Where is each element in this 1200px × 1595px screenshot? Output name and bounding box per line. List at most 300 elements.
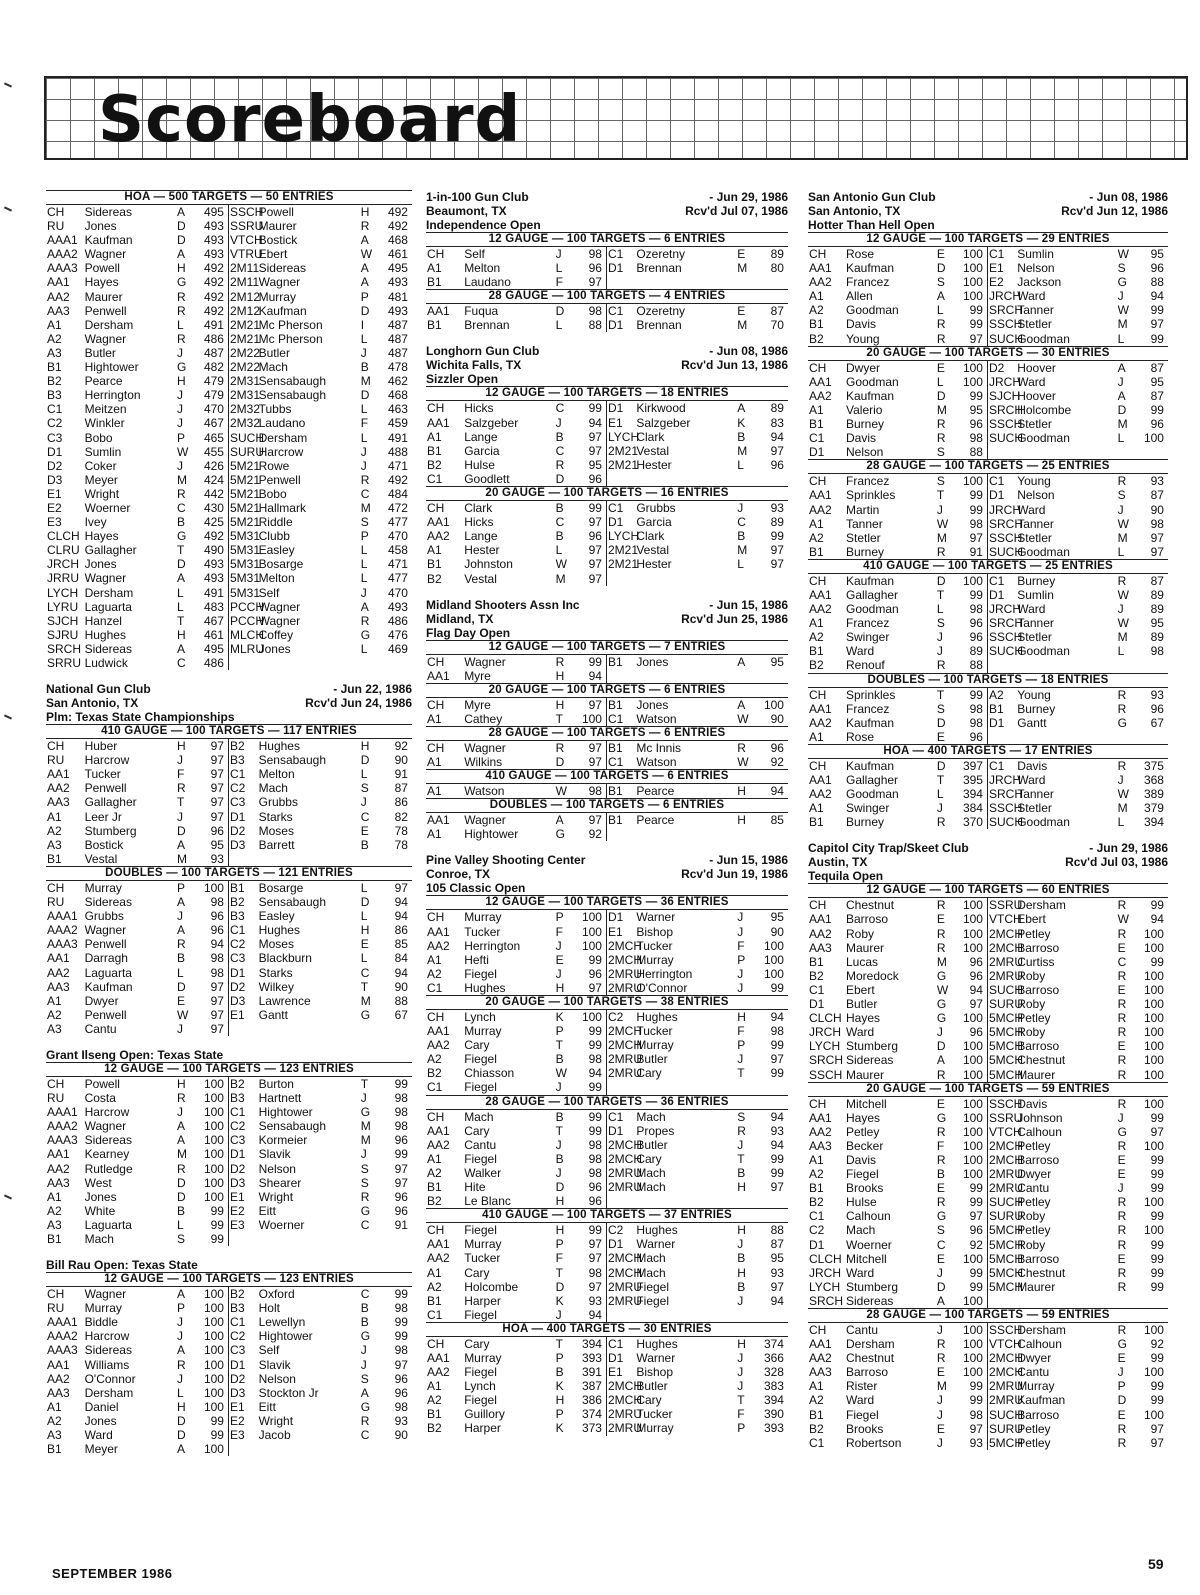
score-cell: 94 [210,937,224,952]
table-row [426,939,606,953]
table-row [808,759,987,773]
initial-cell: C [177,656,186,670]
name-cell: Winkler [84,416,125,431]
table-row [229,233,412,247]
table-row [46,304,228,318]
class-cell: E1 [230,1007,245,1022]
name-cell: West [84,1175,112,1190]
initial-cell: B [555,1151,564,1166]
table-row [229,795,412,809]
score-cell: 100 [962,940,983,955]
table-row [46,205,228,219]
name-cell: Penwell [84,1007,127,1022]
score-cell: 99 [770,980,784,995]
class-cell: RU [47,1091,65,1106]
initial-cell: A [177,837,186,852]
initial-cell: M [737,543,748,558]
initial-cell: W [936,982,949,997]
club-name: Pine Valley Shooting Center [426,853,586,868]
class-cell: AA2 [809,715,832,730]
class-cell: VTCH [989,1337,1022,1352]
class-cell: C1 [427,980,443,995]
class-cell: B2 [230,1076,245,1091]
results-left [46,881,229,1036]
table-row [229,487,412,501]
score-cell: 97 [770,443,784,458]
initial-cell: A [177,205,186,219]
table-row [988,759,1168,773]
initial-cell: J [177,388,184,403]
initial-cell: S [1117,261,1126,276]
initial-cell: J [936,1435,943,1450]
block-spacer [46,1036,412,1048]
score-cell: 488 [387,444,408,459]
name-cell: Goodman [1017,544,1070,559]
table-row [988,716,1168,730]
class-cell: A1 [427,429,442,444]
table-row [988,503,1168,517]
event-info [426,190,788,232]
initial-cell: E [177,993,186,1008]
initial-cell: R [360,613,370,628]
table-row [426,1379,606,1393]
name-cell: Barroso [1017,940,1060,955]
score-cell: 495 [203,641,224,656]
table-row [426,247,606,261]
initial-cell: R [1117,1279,1127,1294]
score-cell: 99 [969,502,983,517]
name-cell: Burney [846,815,885,830]
score-cell: 397 [962,758,983,773]
class-cell: 2MRU [608,1279,643,1294]
score-cell: 100 [962,1011,983,1026]
class-cell: A1 [809,1379,824,1394]
initial-cell: J [936,1265,943,1280]
name-cell: Laguarta [84,965,132,980]
initial-cell: W [555,557,567,572]
score-cell: 96 [394,1133,408,1148]
initial-cell: D [1117,402,1127,417]
name-cell: Wagner [84,1287,127,1302]
score-cell: 99 [969,317,983,332]
name-cell: Hicks [464,401,494,416]
name-cell: Mach [258,781,288,796]
table-row [808,1125,987,1139]
results-right [607,655,788,683]
score-cell: 96 [394,1203,408,1218]
initial-cell: C [177,500,186,515]
score-cell: 492 [387,219,408,234]
name-cell: Self [258,585,280,600]
name-cell: Gallagher [84,795,137,810]
table-row [988,1181,1168,1195]
class-cell: AA2 [809,1124,832,1139]
initial-cell: H [737,813,746,828]
class-cell: C1 [809,1435,825,1450]
class-cell: 2MRU [608,966,643,981]
initial-cell: R [360,472,370,487]
initial-cell: K [555,1379,564,1394]
initial-cell: S [360,1175,369,1190]
table-row [607,1124,788,1138]
class-cell: 2M21 [608,457,639,472]
table-row [808,630,987,644]
initial-cell: R [177,781,186,796]
club-name: Capitol City Trap/Skeet Club [808,841,969,856]
initial-cell: M [360,1133,371,1148]
results-right [607,247,788,289]
score-cell: 98 [394,1091,408,1106]
score-cell: 100 [1143,1138,1164,1153]
score-cell: 95 [770,910,784,925]
initial-cell: B [737,1251,746,1266]
class-cell: D1 [989,715,1005,730]
class-cell: B1 [989,701,1004,716]
name-cell: Sidereas [84,641,132,656]
score-cell: 100 [203,1371,224,1386]
table-row [808,815,987,829]
class-cell: B1 [608,740,623,755]
score-cell: 83 [770,415,784,430]
score-cell: 88 [969,445,983,460]
initial-cell: D [936,1279,946,1294]
initial-cell: L [360,951,368,966]
score-cell: 100 [1143,1067,1164,1082]
score-cell: 366 [763,1350,784,1365]
score-cell: 98 [210,965,224,980]
table-row [988,1379,1168,1393]
name-cell: Barroso [1017,1251,1060,1266]
name-cell: Murray [636,1421,674,1436]
class-cell: C2 [608,1223,624,1238]
event-line [808,218,1168,232]
class-cell: AA2 [427,1038,450,1053]
table-row [607,1066,788,1080]
score-cell: 86 [394,795,408,810]
table-row [808,445,987,459]
initial-cell: H [177,1399,186,1414]
table-header: HOA — 400 TARGETS — 17 ENTRIES [808,744,1168,759]
score-cell: 97 [770,1052,784,1067]
class-cell: D3 [230,993,246,1008]
table-row [46,951,228,965]
initial-cell: M [360,500,371,515]
results-left [808,474,988,559]
table-row [426,1080,606,1094]
name-cell: Wagner [464,813,506,828]
table-row [426,655,606,669]
results-left [426,655,607,683]
class-cell: 5MCH [989,1237,1024,1252]
name-cell: Butler [846,997,878,1012]
initial-cell: H [737,784,746,799]
score-cell: 479 [203,374,224,389]
name-cell: Robertson [846,1435,902,1450]
score-cell: 98 [1150,516,1164,531]
initial-cell: A [360,233,369,248]
class-cell: 2MRU [608,1407,643,1422]
name-cell: Mach [464,1109,494,1124]
initial-cell: H [177,374,186,389]
name-cell: Penwell [84,303,127,318]
initial-cell: L [936,602,944,617]
name-cell: Cathey [464,711,503,726]
class-cell: E1 [989,261,1004,276]
table-row [46,1204,228,1218]
event-date: - Jun 29, 1986 [709,190,788,204]
table-row [426,401,606,415]
name-cell: Hester [636,457,672,472]
score-cell: 424 [203,472,224,487]
score-cell: 99 [1150,898,1164,913]
score-cell: 100 [962,1293,983,1308]
table-row [46,1176,228,1190]
score-cell: 99 [969,388,983,403]
table-row [46,1119,228,1133]
class-cell: A1 [809,516,824,531]
table-row [46,1301,228,1315]
class-cell: E2 [989,275,1004,290]
table-row [426,1024,606,1038]
score-cell: 492 [203,275,224,290]
name-cell: Harper [464,1293,501,1308]
table-row [46,571,228,585]
class-cell: A1 [427,755,442,770]
score-cell: 100 [203,1385,224,1400]
class-cell: CH [427,910,445,925]
table-row [46,1428,228,1442]
table-row [229,515,412,529]
table-row [46,753,228,767]
name-cell: Grubbs [84,909,124,924]
class-cell: JRCH [809,1265,841,1280]
class-cell: A1 [427,1379,442,1394]
table-header: 28 GAUGE — 100 TARGETS — 4 ENTRIES [426,289,788,304]
score-cell: 390 [763,1407,784,1422]
name-cell: Martin [846,502,880,517]
name-cell: Ward [1017,502,1046,517]
score-cell: 98 [394,1105,408,1120]
score-cell: 99 [969,488,983,503]
initial-cell: W [737,711,749,726]
table-row [426,1124,606,1138]
score-cell: 93 [770,1265,784,1280]
initial-cell: R [936,431,946,446]
score-cell: 99 [1150,1209,1164,1224]
block-spacer [426,586,788,598]
results-right [607,1223,788,1322]
table-row [229,557,412,571]
score-cell: 99 [969,1393,983,1408]
name-cell: Hayes [846,1110,881,1125]
event-date: - Jun 22, 1986 [333,682,412,697]
initial-cell: F [555,924,563,939]
score-cell: 98 [394,1119,408,1134]
results-left [426,1337,607,1436]
initial-cell: M [360,1119,371,1134]
class-cell: SSCH [989,417,1023,432]
name-cell: Murray [464,910,502,925]
score-cell: 96 [588,966,602,981]
results-table [426,247,788,289]
initial-cell: M [936,402,947,417]
score-cell: 99 [210,1428,224,1443]
class-cell: C1 [608,755,624,770]
class-cell: C1 [608,247,624,261]
name-cell: Sidereas [84,1133,132,1148]
table-row [808,730,987,744]
received-date: Rcv'd Jul 03, 1986 [1065,855,1168,870]
class-cell: CLCH [809,1251,842,1266]
class-cell: AA2 [47,1371,70,1386]
table-row [229,824,412,838]
initial-cell: B [360,1315,369,1330]
table-row [229,1162,412,1176]
initial-cell: S [360,1161,369,1176]
score-cell: 100 [962,1251,983,1266]
score-cell: 84 [394,951,408,966]
table-row [229,1428,412,1442]
club-name: National Gun Club [46,682,151,697]
table-row [46,1022,228,1036]
class-cell: CH [47,205,65,219]
class-cell: B1 [608,784,623,799]
class-cell: D1 [608,318,624,333]
score-cell: 94 [770,784,784,799]
name-cell: Roby [1017,1209,1046,1224]
score-cell: 99 [588,1038,602,1053]
class-cell: 2M21 [608,443,639,458]
club-name: Grant Ilseng Open: Texas State [46,1047,224,1062]
results-table [426,1337,788,1436]
table-row [426,1351,606,1365]
score-cell: 94 [770,1137,784,1152]
table-row [607,501,788,515]
class-cell: C1 [427,1080,443,1095]
score-cell: 96 [1150,261,1164,276]
class-cell: PCCH [230,599,265,614]
initial-cell: D [177,1428,186,1443]
name-cell: Lynch [464,1010,496,1024]
initial-cell: P [360,529,369,544]
class-cell: B1 [809,544,824,559]
initial-cell: J [555,1137,562,1152]
initial-cell: W [360,247,373,262]
class-cell: AA1 [47,1147,70,1162]
name-cell: Ward [846,1025,875,1040]
class-cell: D1 [809,997,825,1012]
initial-cell: J [737,924,744,939]
class-cell: AA1 [47,1357,70,1372]
initial-cell: L [737,457,744,472]
initial-cell: R [177,1091,186,1106]
class-cell: JRCH [989,502,1021,517]
score-cell: 97 [1150,1435,1164,1450]
initial-cell: E [737,304,746,319]
initial-cell: J [936,644,943,659]
class-cell: C1 [230,767,246,782]
initial-cell: S [360,781,369,796]
class-cell: E3 [230,1217,245,1232]
initial-cell: H [177,627,186,642]
table-row [988,1153,1168,1167]
initial-cell: R [936,1195,946,1210]
table-row [46,838,228,852]
score-cell: 97 [210,781,224,796]
score-cell: 92 [770,755,784,770]
score-cell: 90 [1150,502,1164,517]
table-row [46,431,228,445]
name-cell: Wagner [464,740,506,755]
initial-cell: F [936,1138,945,1153]
results-left [426,784,607,798]
name-cell: Moses [258,937,294,952]
event-line [426,218,788,232]
initial-cell: H [555,668,565,683]
name-cell: Cary [636,1151,662,1166]
table-row [988,474,1168,488]
scoreboard-banner [44,76,1188,160]
class-cell: 5MCH [989,1265,1024,1280]
class-cell: B2 [427,1194,442,1209]
name-cell: Easley [258,543,295,558]
table-row [988,261,1168,275]
class-cell: 2MCH [989,1351,1024,1366]
score-cell: 96 [969,417,983,432]
score-cell: 100 [203,1119,224,1134]
name-cell: Salzgeber [636,415,691,430]
score-cell: 97 [210,809,224,824]
class-cell: B1 [427,443,442,458]
score-cell: 395 [962,773,983,787]
table-row [988,1125,1168,1139]
table-row [426,515,606,529]
class-cell: A2 [47,1007,62,1022]
name-cell: Warner [636,910,676,925]
score-cell: 100 [203,1147,224,1162]
initial-cell: J [737,966,744,981]
table-row [426,981,606,995]
score-cell: 96 [588,261,602,276]
table-row [808,1379,987,1393]
score-cell: 99 [1150,331,1164,346]
score-cell: 491 [203,585,224,600]
table-row [808,503,987,517]
class-cell: RU [47,753,65,768]
initial-cell: P [177,430,186,445]
name-cell: Sumlin [84,444,122,459]
score-cell: 394 [1143,815,1164,830]
name-cell: Burney [1017,701,1056,716]
event-line [426,204,788,218]
name-cell: Petley [1017,1195,1051,1210]
name-cell: Brennan [464,318,510,333]
class-cell: 5M31 [230,585,261,600]
table-row [229,1133,412,1147]
name-cell: Grubbs [258,795,298,810]
table-row [988,644,1168,658]
name-cell: Wright [258,1189,294,1204]
name-cell: Hicks [464,515,494,530]
class-cell: 2M32 [230,402,261,417]
table-row [46,895,228,909]
event-block [426,853,788,1435]
score-cell: 100 [203,1343,224,1358]
name-cell: Mach [636,1265,666,1280]
initial-cell: P [1117,1379,1126,1394]
table-row [229,1190,412,1204]
class-cell: A2 [427,966,442,981]
